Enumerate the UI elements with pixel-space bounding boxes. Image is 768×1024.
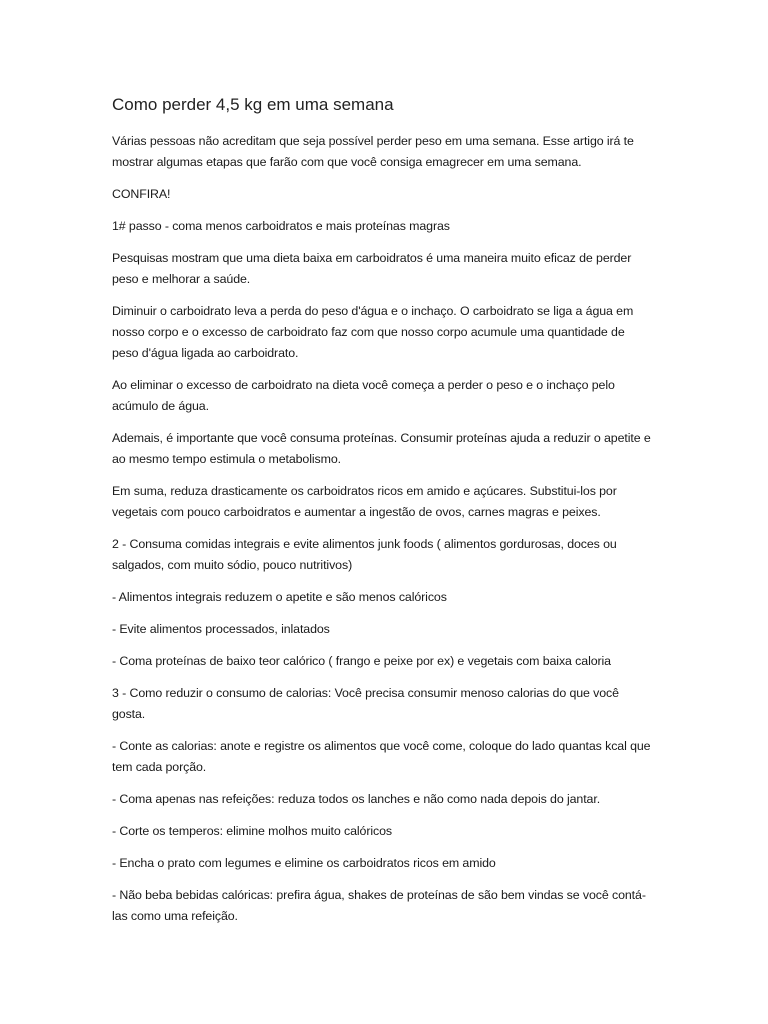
step-2-heading: 2 - Consuma comidas integrais e evite alimentos junk foods ( alimentos gordurosas, doces ou salgados, com muito sódio, pouco nutritivos) [112,537,617,572]
paragraph: Ao eliminar o excesso de carboidrato na dieta você começa a perder o peso e o inchaço pelo acúmulo de água. [112,378,615,413]
document-title: Como perder 4,5 kg em uma semana [112,95,394,114]
list-item: - Alimentos integrais reduzem o apetite e são menos calóricos [112,590,447,604]
confira-paragraph: CONFIRA! [112,187,171,201]
intro-paragraph: Várias pessoas não acreditam que seja possível perder peso em uma semana. Esse artigo irá te mostrar algumas etapas que farão com que você consiga emagrecer em uma semana. [112,134,634,169]
list-item: - Encha o prato com legumes e elimine os carboidratos ricos em amido [112,856,496,870]
list-item: - Conte as calorias: anote e registre os alimentos que você come, coloque do lado quantas kcal que tem cada porção. [112,739,651,774]
list-item: - Corte os temperos: elimine molhos muito calóricos [112,824,392,838]
step-3-heading: 3 - Como reduzir o consumo de calorias: Você precisa consumir menoso calorias do que você gosta. [112,686,619,721]
step-1-heading: 1# passo - coma menos carboidratos e mais proteínas magras [112,219,450,233]
paragraph: Diminuir o carboidrato leva a perda do peso d'água e o inchaço. O carboidrato se liga a água em nosso corpo e o excesso de carboidrato faz com que nosso corpo acumule uma quantidade de peso d'água ligada ao carboidrato. [112,304,634,360]
list-item: - Evite alimentos processados, inlatados [112,622,330,636]
list-item: - Coma proteínas de baixo teor calórico ( frango e peixe por ex) e vegetais com baixa caloria [112,654,611,668]
list-item: - Não beba bebidas calóricas: prefira água, shakes de proteínas de são bem vindas se você contá-las como uma refeição. [112,888,646,923]
list-item: - Coma apenas nas refeições: reduza todos os lanches e não como nada depois do jantar. [112,792,601,806]
paragraph: Pesquisas mostram que uma dieta baixa em carboidratos é uma maneira muito eficaz de perder peso e melhorar a saúde. [112,251,632,286]
paragraph: Ademais, é importante que você consuma proteínas. Consumir proteínas ajuda a reduzir o apetite e ao mesmo tempo estimula o metabolismo. [112,431,651,466]
document-body [112,94,652,938]
paragraph: Em suma, reduza drasticamente os carboidratos ricos em amido e açúcares. Substitui-los por vegetais com pouco carboidratos e aumentar a ingestão de ovos, carnes magras e peixes. [112,484,617,519]
